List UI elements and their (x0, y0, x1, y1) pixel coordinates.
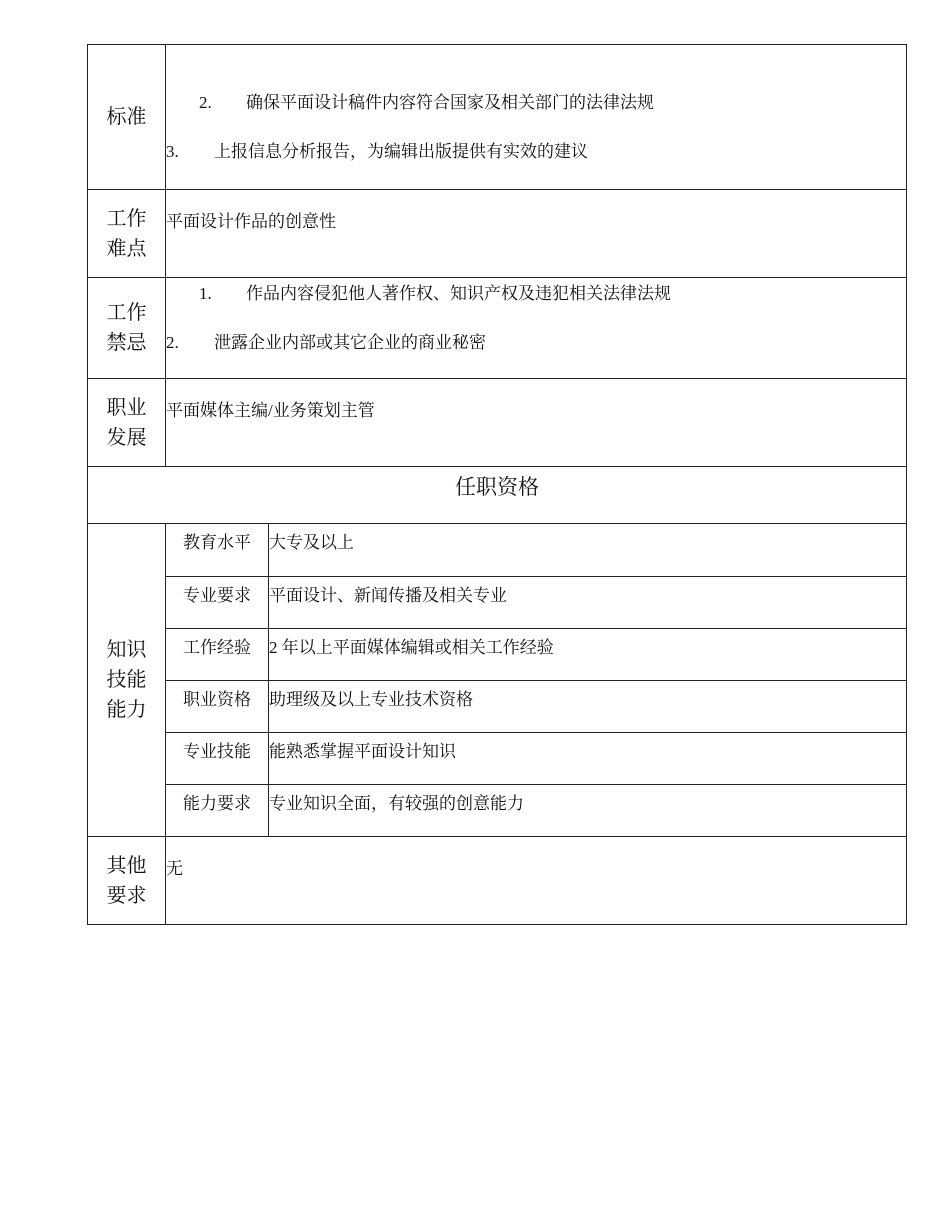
qualifications-group-label: 知识 技能 能力 (88, 524, 166, 837)
qualifications-table (166, 524, 906, 836)
table-row: 教育水平 大专及以上 (166, 524, 906, 576)
standard-row (88, 45, 907, 190)
table-row: 能力要求 专业知识全面，有较强的创意能力 (166, 784, 906, 836)
career-content: 平面媒体主编/业务策划主管 (166, 379, 907, 467)
other-row (88, 837, 907, 925)
difficulty-label: 工作 难点 (88, 190, 166, 278)
list-item: 2. 确保平面设计稿件内容符合国家及相关部门的法律法规 (199, 93, 654, 112)
table-row: 职业资格 助理级及以上专业技术资格 (166, 680, 906, 732)
section-title: 任职资格 (88, 467, 907, 524)
qualifications-detail-cell (166, 524, 907, 837)
other-content: 无 (166, 837, 907, 925)
career-row (88, 379, 907, 467)
table-row: 工作经验 2 年以上平面媒体编辑或相关工作经验 (166, 628, 906, 680)
career-label: 职业 发展 (88, 379, 166, 467)
standard-label: 标准 (88, 45, 166, 190)
taboos-content (166, 278, 907, 379)
job-description-table (87, 44, 907, 925)
difficulty-row (88, 190, 907, 278)
qualifications-row (88, 524, 907, 837)
other-label: 其他 要求 (88, 837, 166, 925)
table-row: 专业要求 平面设计、新闻传播及相关专业 (166, 576, 906, 628)
qualifications-header-row (88, 467, 907, 524)
table-row: 专业技能 能熟悉掌握平面设计知识 (166, 732, 906, 784)
taboos-row (88, 278, 907, 379)
taboos-label: 工作 禁忌 (88, 278, 166, 379)
list-item: 2. 泄露企业内部或其它企业的商业秘密 (166, 333, 486, 352)
list-item: 3. 上报信息分析报告，为编辑出版提供有实效的建议 (166, 142, 588, 161)
standard-content (166, 45, 907, 190)
difficulty-content: 平面设计作品的创意性 (166, 190, 907, 278)
list-item: 1. 作品内容侵犯他人著作权、知识产权及违犯相关法律法规 (199, 284, 671, 303)
